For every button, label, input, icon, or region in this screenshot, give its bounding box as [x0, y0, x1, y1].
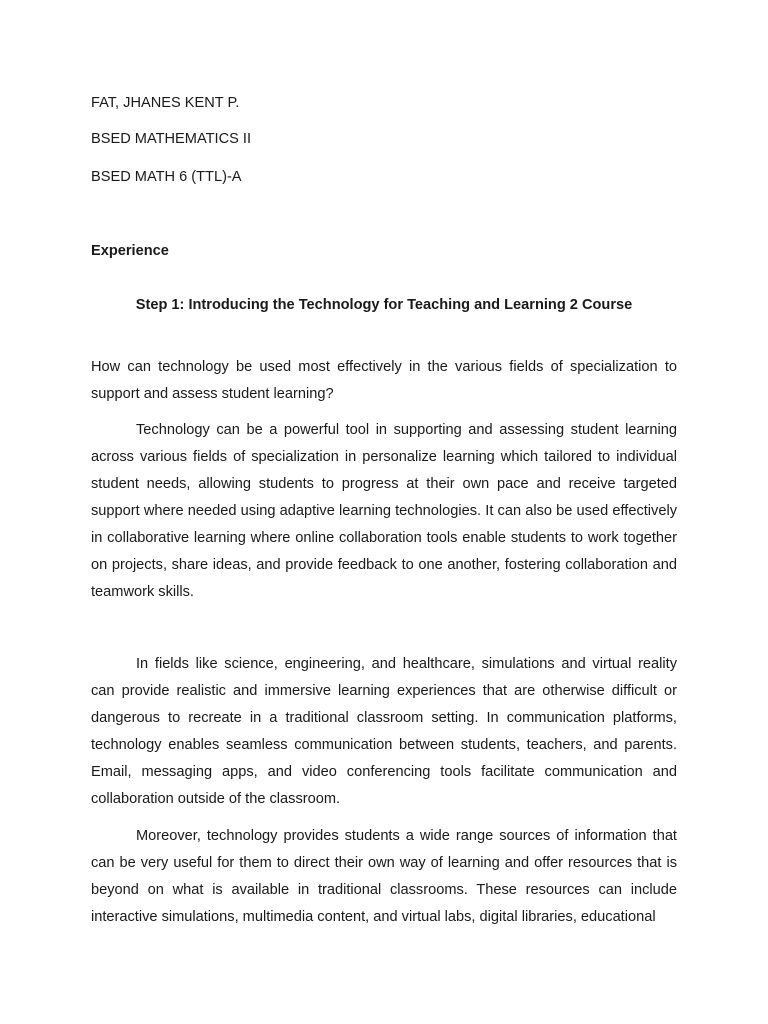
question-paragraph: How can technology be used most effectively in the various fields of specialization to support and assess student learning? — [91, 359, 677, 402]
course-code: BSED MATH 6 (TTL)-A — [91, 169, 242, 185]
student-name: FAT, JHANES KENT P. — [91, 95, 240, 111]
body-paragraph-2: In fields like science, engineering, and healthcare, simulations and virtual reality can provide realistic and immersive learning experiences that are otherwise difficult or dangerous to recreate in a traditional classroom setting. In communication platforms, technology enables seamless communication between students, teachers, and parents. Email, messaging apps, and video conferencing tools facilitate communication and collaboration outside of the classroom. — [91, 656, 677, 807]
section-heading: Experience — [91, 243, 169, 259]
body-paragraph-1: Technology can be a powerful tool in supporting and assessing student learning across various fields of specialization in personalize learning which tailored to individual student needs, allowing students to progress at their own pace and receive targeted support where needed using adaptive learning technologies. It can also be used effectively in collaborative learning where online collaboration tools enable students to work together on projects, share ideas, and provide feedback to one another, fostering collaboration and teamwork skills. — [91, 422, 677, 600]
body-paragraph-3: Moreover, technology provides students a wide range sources of information that can be very useful for them to direct their own way of learning and offer resources that is beyond on what is available in traditional classrooms. These resources can include interactive simulations, multimedia content, and virtual labs, digital libraries, educational — [91, 828, 677, 925]
student-program: BSED MATHEMATICS II — [91, 131, 252, 147]
document-page — [91, 0, 677, 1024]
step-title: Step 1: Introducing the Technology for Teaching and Learning 2 Course — [135, 297, 633, 313]
